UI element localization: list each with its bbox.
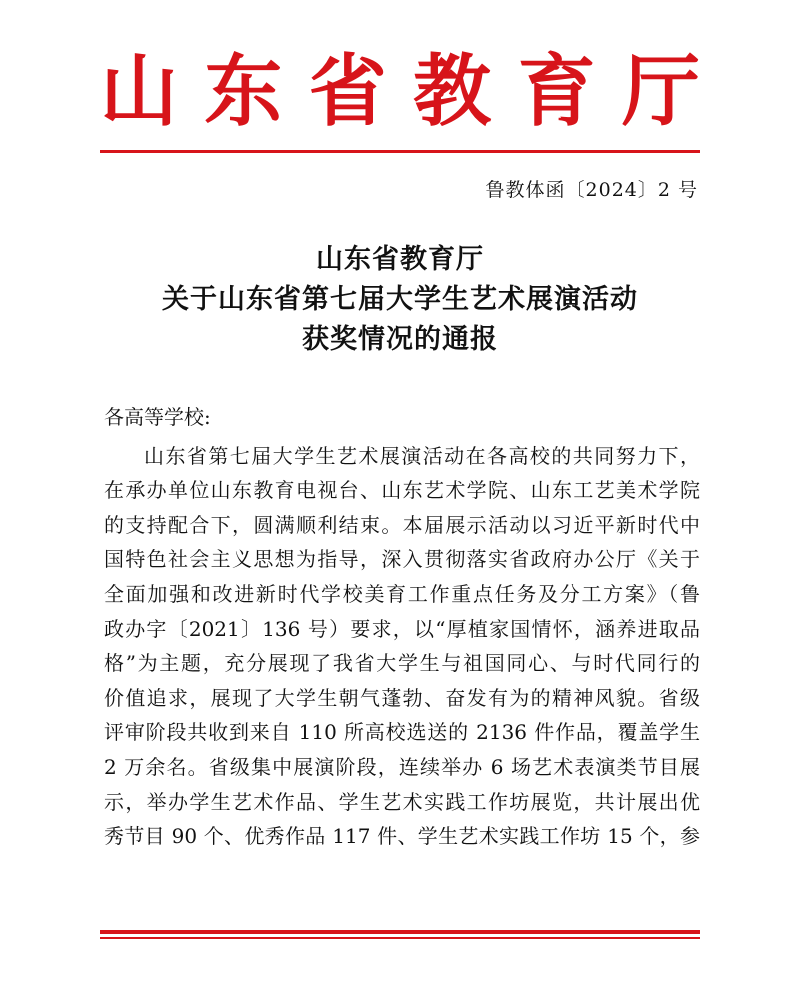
body-line: 全面加强和改进新时代学校美育工作重点任务及分工方案》（鲁 xyxy=(104,581,700,606)
body-line: 秀节目 90 个、优秀作品 117 件、学生艺术实践工作坊 15 个，参 xyxy=(104,824,700,849)
red-footer-rule-thin xyxy=(100,937,700,939)
salutation: 各高等学校: xyxy=(104,405,211,429)
masthead-title xyxy=(100,46,700,137)
red-header-rule xyxy=(100,150,700,153)
masthead-char: 厅 xyxy=(621,46,700,137)
red-footer-rule-thick xyxy=(100,930,700,934)
masthead-char: 山 xyxy=(100,46,179,137)
masthead-char: 省 xyxy=(308,46,387,137)
masthead-char: 东 xyxy=(204,46,283,137)
body-line: 国特色社会主义思想为指导，深入贯彻落实省政府办公厅《关于 xyxy=(104,547,700,572)
body-line: 评审阶段共收到来自 110 所高校选送的 2136 件作品，覆盖学生 xyxy=(104,720,700,745)
masthead-char: 教 xyxy=(413,46,492,137)
body-line: 示，举办学生艺术作品、学生艺术实践工作坊展览，共计展出优 xyxy=(104,789,700,814)
body-line: 山东省第七届大学生艺术展演活动在各高校的共同努力下， xyxy=(144,443,700,468)
body-line: 的支持配合下，圆满顺利结束。本届展示活动以习近平新时代中 xyxy=(104,512,700,537)
document-title xyxy=(0,240,800,360)
body-line: 价值追求，展现了大学生朝气蓬勃、奋发有为的精神风貌。省级 xyxy=(104,685,700,710)
body-line: 2 万余名。省级集中展演阶段，连续举办 6 场艺术表演类节目展 xyxy=(104,754,700,779)
document-number: 鲁教体函〔2024〕2 号 xyxy=(485,179,698,201)
document-body xyxy=(104,400,700,854)
title-line-2: 关于山东省第七届大学生艺术展演活动 xyxy=(162,284,638,315)
body-line: 格”为主题，充分展现了我省大学生与祖国同心、与时代同行的 xyxy=(104,651,700,676)
body-line: 在承办单位山东教育电视台、山东艺术学院、山东工艺美术学院 xyxy=(104,478,700,503)
title-line-3: 获奖情况的通报 xyxy=(302,324,498,355)
body-line: 政办字〔2021〕136 号）要求，以“厚植家国情怀，涵养进取品 xyxy=(104,616,700,641)
title-line-1: 山东省教育厅 xyxy=(316,244,484,275)
masthead-char: 育 xyxy=(517,46,596,137)
